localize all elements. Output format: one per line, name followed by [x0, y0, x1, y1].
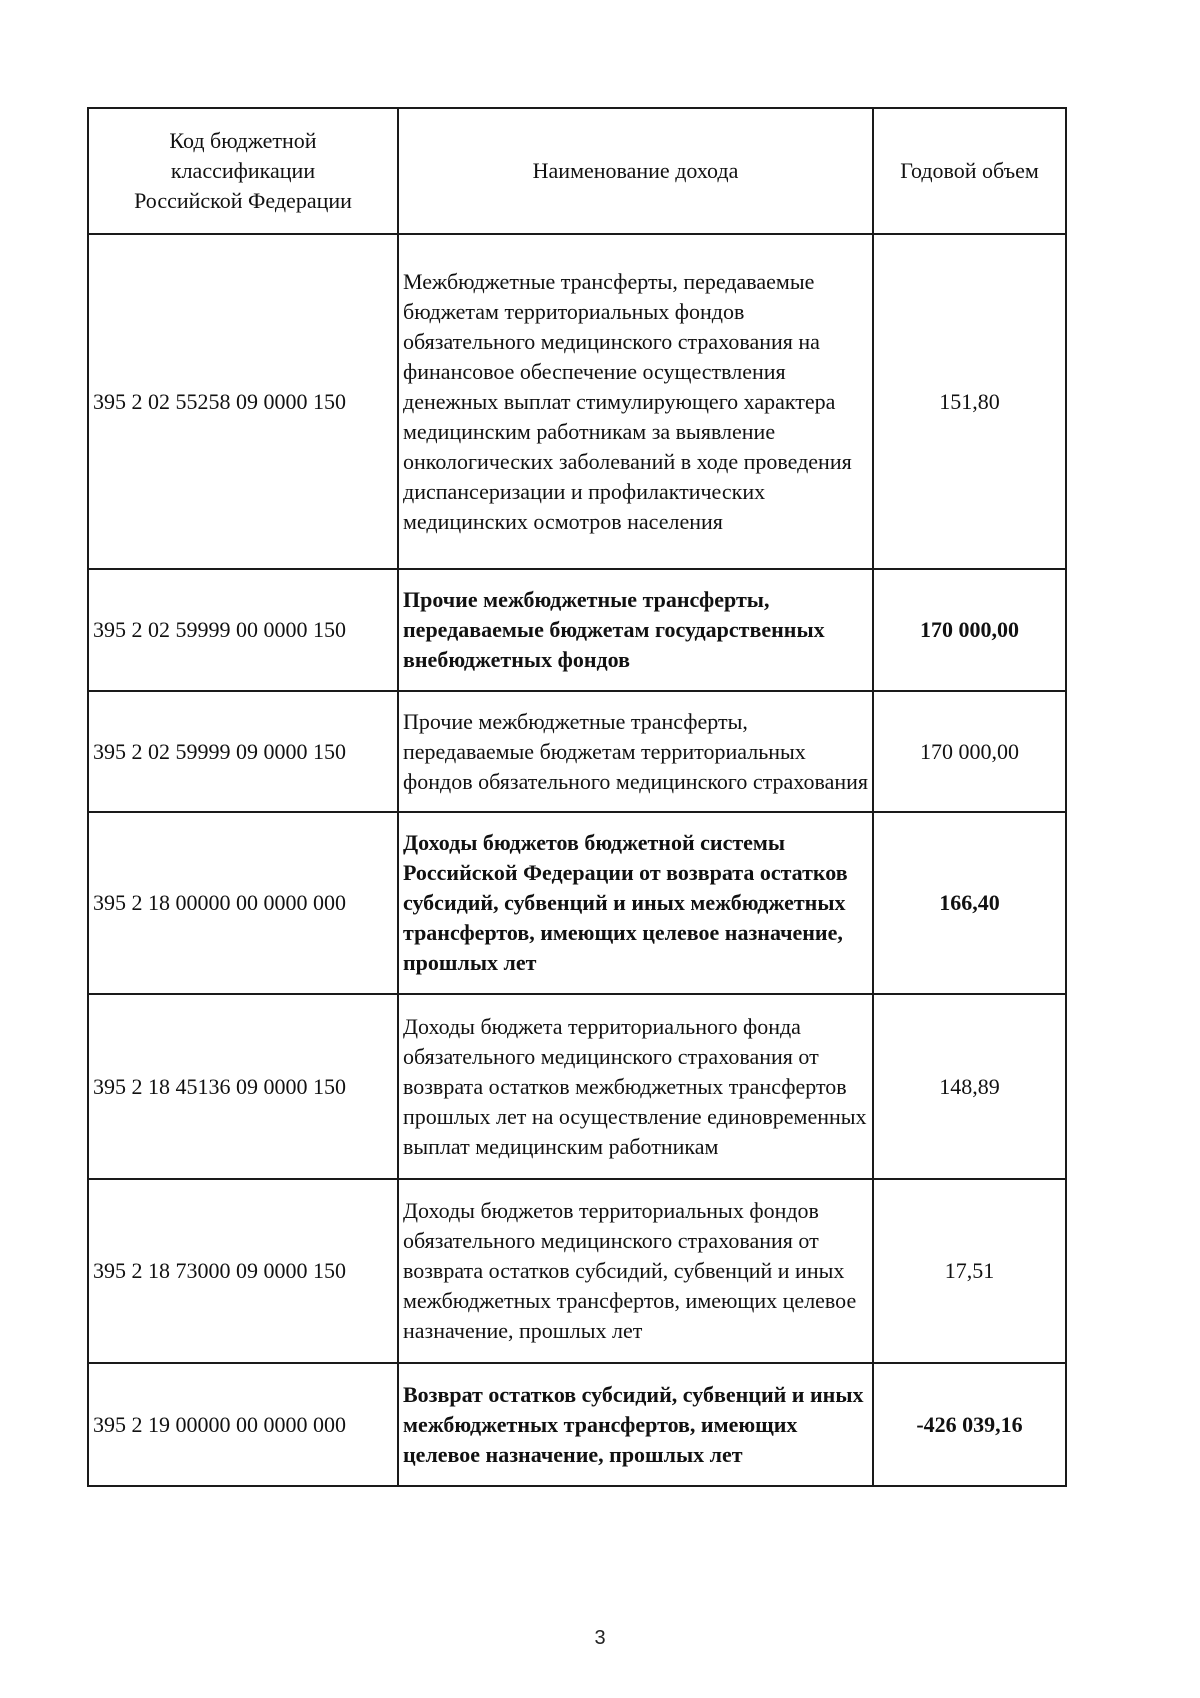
table-row: [88, 1179, 1066, 1363]
header-name: Наименование дохода: [398, 108, 873, 234]
row-name: Межбюджетные трансферты, передаваемые бюджетам территориальных фондов обязательного медицинского страхования на финансовое обеспечение осуществления денежных выплат стимулирующего характера медицинским работникам за выявление онкологических заболеваний в ходе проведения диспансеризации и профилактических медицинских осмотров населения: [398, 234, 873, 569]
row-code: 395 2 19 00000 00 0000 000: [88, 1363, 398, 1486]
row-volume: 151,80: [873, 234, 1066, 569]
table-header-row: [88, 108, 1066, 234]
header-code-label: Код бюджетной классификации Российской Федерации: [134, 128, 352, 213]
row-name: Возврат остатков субсидий, субвенций и иных межбюджетных трансфертов, имеющих целевое назначение, прошлых лет: [398, 1363, 873, 1486]
row-name: Прочие межбюджетные трансферты, передаваемые бюджетам территориальных фондов обязательного медицинского страхования: [398, 691, 873, 812]
row-code: 395 2 02 55258 09 0000 150: [88, 234, 398, 569]
row-name: Прочие межбюджетные трансферты, передаваемые бюджетам государственных внебюджетных фондов: [398, 569, 873, 691]
row-name: Доходы бюджетов территориальных фондов обязательного медицинского страхования от возврата остатков субсидий, субвенций и иных межбюджетных трансфертов, имеющих целевое назначение, прошлых лет: [398, 1179, 873, 1363]
row-volume: 17,51: [873, 1179, 1066, 1363]
table-row: [88, 569, 1066, 691]
row-code: 395 2 18 00000 00 0000 000: [88, 812, 398, 994]
row-name: Доходы бюджетов бюджетной системы Российской Федерации от возврата остатков субсидий, субвенций и иных межбюджетных трансфертов, имеющих целевое назначение, прошлых лет: [398, 812, 873, 994]
income-table: [87, 107, 1067, 1487]
table-row: [88, 994, 1066, 1179]
row-volume: -426 039,16: [873, 1363, 1066, 1486]
row-volume: 166,40: [873, 812, 1066, 994]
table-row: [88, 691, 1066, 812]
table-row: [88, 234, 1066, 569]
row-code: 395 2 18 45136 09 0000 150: [88, 994, 398, 1179]
page-number: 3: [594, 1627, 606, 1649]
row-code: 395 2 02 59999 00 0000 150: [88, 569, 398, 691]
row-code: 395 2 18 73000 09 0000 150: [88, 1179, 398, 1363]
table-row: [88, 1363, 1066, 1486]
header-volume: Годовой объем: [873, 108, 1066, 234]
row-volume: 170 000,00: [873, 569, 1066, 691]
row-volume: 148,89: [873, 994, 1066, 1179]
header-code: [88, 108, 398, 234]
row-name: Доходы бюджета территориального фонда обязательного медицинского страхования от возврата остатков межбюджетных трансфертов прошлых лет на осуществление единовременных выплат медицинским работникам: [398, 994, 873, 1179]
row-code: 395 2 02 59999 09 0000 150: [88, 691, 398, 812]
table-row: [88, 812, 1066, 994]
row-volume: 170 000,00: [873, 691, 1066, 812]
